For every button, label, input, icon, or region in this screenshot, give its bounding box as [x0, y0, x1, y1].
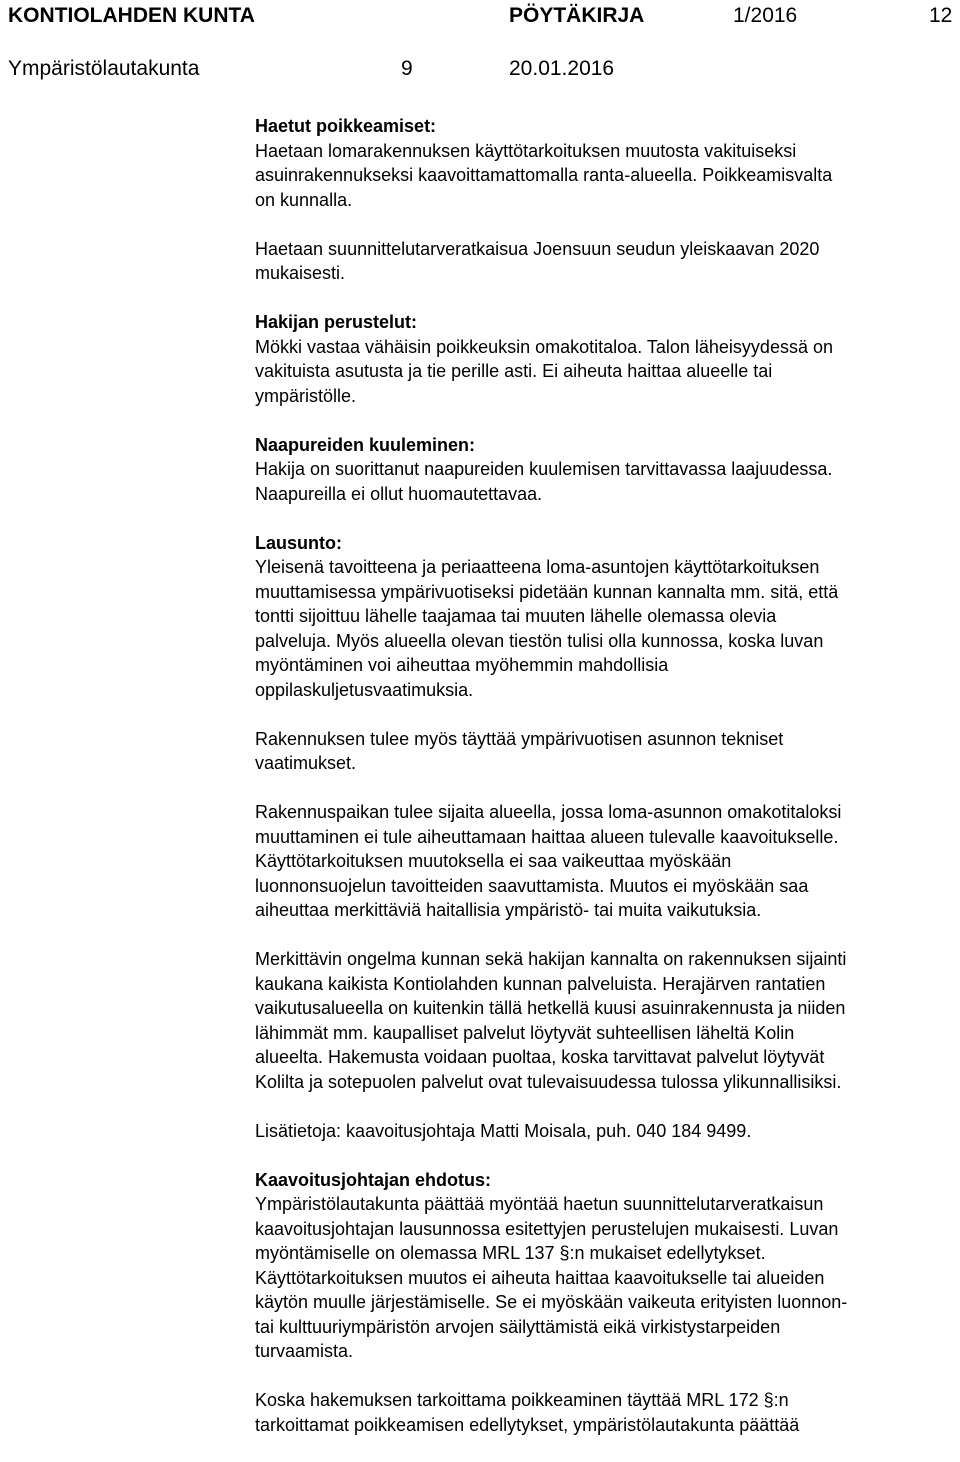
text-line: vakituista asutusta ja tie perille asti. Ei aiheuta haittaa alueelle tai [255, 361, 773, 381]
text-line: käytön muulle järjestämiselle. Se ei myöskään vaikeuta erityisten luonnon- [255, 1292, 848, 1312]
text-line: Haetaan lomarakennuksen käyttötarkoituksen muutosta vakituiseksi [255, 140, 797, 161]
text-line: Käyttötarkoituksen muutoksella ei saa vaikeuttaa myöskään [255, 851, 732, 871]
text-line: Lisätietoja: kaavoitusjohtaja Matti Moisala, puh. 040 184 9499. [255, 1120, 752, 1141]
body-section [255, 531, 955, 703]
text-line: Merkittävin ongelma kunnan sekä hakijan kannalta on rakennuksen sijainti [255, 949, 847, 969]
text-line: ympäristölle. [255, 385, 357, 406]
body-section [255, 1388, 955, 1437]
meeting-date: 20.01.2016 [509, 57, 615, 80]
section-heading: Kaavoitusjohtajan ehdotus: [255, 1169, 492, 1190]
body-section [255, 310, 955, 408]
text-line: luonnonsuojelun tavoitteiden saavuttamista. Muutos ei myöskään saa [255, 875, 809, 896]
text-line: Mökki vastaa vähäisin poikkeuksin omakotitaloa. Talon läheisyydessä on [255, 336, 833, 357]
body-section [255, 1168, 955, 1364]
text-line: palveluja. Myös alueella olevan tiestön tulisi olla kunnossa, koska luvan [255, 630, 824, 651]
text-line: on kunnalla. [255, 189, 353, 210]
document-type: PÖYTÄKIRJA [509, 4, 645, 27]
text-line: mukaisesti. [255, 263, 346, 283]
text-line: asuinrakennukseksi kaavoittamattomalla ranta-alueella. Poikkeamisvalta [255, 165, 833, 185]
text-line: kaukana kaikista Kontiolahden kunnan palveluista. Herajärven rantatien [255, 973, 826, 994]
text-line: oppilaskuljetusvaatimuksia. [255, 679, 474, 700]
text-line: muuttamisessa ympärivuotiseksi pidetään kunnan kannalta mm. sitä, että [255, 581, 839, 602]
section-number: 9 [401, 57, 413, 80]
text-line: Yleisenä tavoitteena ja periaatteena loma-asuntojen käyttötarkoituksen [255, 557, 820, 577]
section-heading: Haetut poikkeamiset: [255, 116, 437, 136]
text-line: Kolilta ja sotepuolen palvelut ovat tulevaisuudessa tulossa ylikunnallisiksi. [255, 1071, 842, 1092]
text-line: Rakennuksen tulee myös täyttää ympärivuotisen asunnon tekniset [255, 728, 784, 749]
text-line: vaikutusalueella on kuitenkin tällä hetkellä kuusi asuinrakennusta ja niiden [255, 998, 846, 1018]
committee-name: Ympäristölautakunta [8, 57, 200, 80]
document-body [255, 114, 955, 1462]
text-line: tarkoittamat poikkeamisen edellytykset, ympäristölautakunta päättää [255, 1414, 800, 1435]
body-section [255, 114, 955, 212]
text-line: turvaamista. [255, 1341, 354, 1361]
text-line: Koska hakemuksen tarkoittama poikkeaminen täyttää MRL 172 §:n [255, 1390, 789, 1410]
body-section [255, 947, 955, 1094]
page-number: 12 [929, 4, 953, 27]
text-line: muuttaminen ei tule aiheuttamaan haittaa alueen tulevalle kaavoitukselle. [255, 826, 839, 847]
body-section [255, 433, 955, 507]
text-line: aiheuttaa merkittäviä haitallisia ympäristö- tai muita vaikutuksia. [255, 900, 762, 920]
text-line: tontti sijoittuu lähelle taajamaa tai muuten lähelle olemassa olevia [255, 606, 777, 626]
text-line: myöntämiselle on olemassa MRL 137 §:n mukaiset edellytykset. [255, 1243, 766, 1263]
body-section [255, 1119, 955, 1144]
body-section [255, 800, 955, 923]
section-heading: Naapureiden kuuleminen: [255, 434, 476, 455]
text-line: Ympäristölautakunta päättää myöntää haetun suunnittelutarveratkaisun [255, 1194, 824, 1214]
text-line: Naapureilla ei ollut huomautettavaa. [255, 483, 543, 504]
text-line: alueelta. Hakemusta voidaan puoltaa, koska tarvittavat palvelut löytyvät [255, 1047, 825, 1067]
text-line: kaavoitusjohtajan lausunnossa esitettyjen perustelujen mukaisesti. Luvan [255, 1218, 839, 1239]
text-line: myöntäminen voi aiheuttaa myöhemmin mahdollisia [255, 655, 669, 675]
text-line: Käyttötarkoituksen muutos ei aiheuta haittaa kaavoitukselle tai alueiden [255, 1267, 825, 1288]
text-line: Hakija on suorittanut naapureiden kuulemisen tarvittavassa laajuudessa. [255, 459, 833, 479]
text-line: Haetaan suunnittelutarveratkaisua Joensuun seudun yleiskaavan 2020 [255, 238, 820, 259]
text-line: vaatimukset. [255, 753, 357, 773]
body-section [255, 727, 955, 776]
body-section [255, 237, 955, 286]
section-heading: Hakijan perustelut: [255, 312, 418, 332]
text-line: Rakennuspaikan tulee sijaita alueella, jossa loma-asunnon omakotitaloksi [255, 802, 842, 822]
text-line: lähimmät mm. kaupalliset palvelut löytyvät suhteellisen läheltä Kolin [255, 1022, 795, 1043]
document-number: 1/2016 [733, 4, 798, 27]
section-heading: Lausunto: [255, 532, 342, 553]
text-line: tai kulttuuriympäristön arvojen säilyttämistä eikä virkistystarpeiden [255, 1316, 781, 1337]
org-name: KONTIOLAHDEN KUNTA [8, 4, 255, 27]
